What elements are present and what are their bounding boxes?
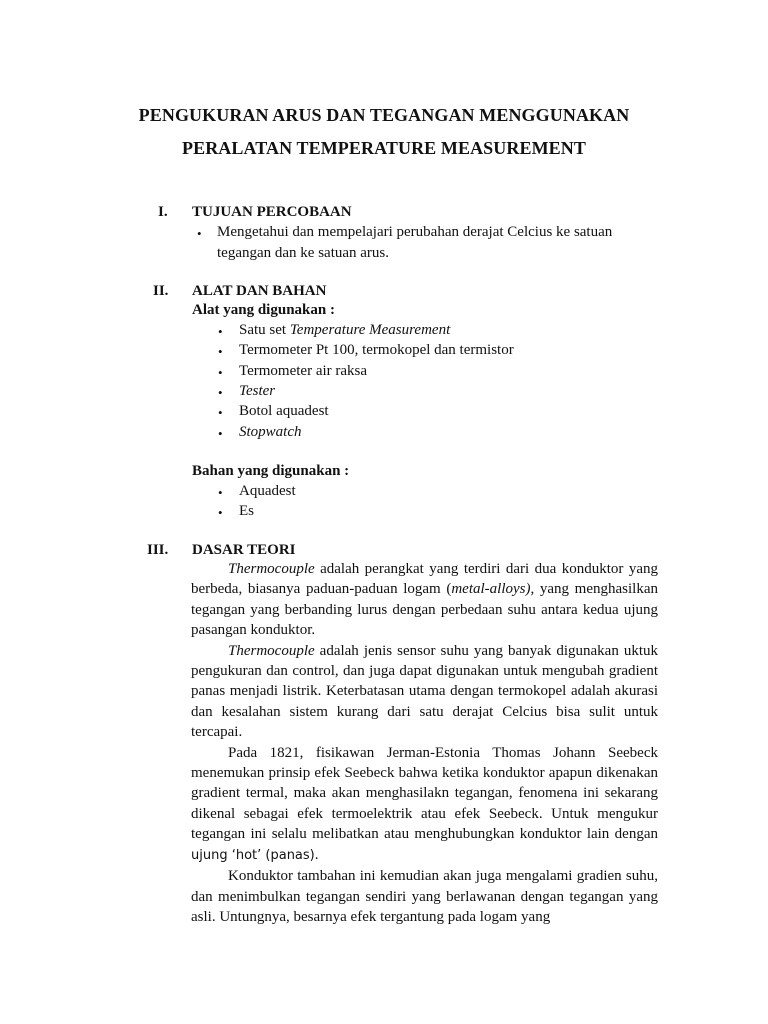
bullet-dot: • — [218, 505, 223, 520]
section-3-heading: DASAR TEORI — [192, 542, 296, 558]
tool-item: Botol aquadest — [239, 403, 329, 419]
section-1-heading: TUJUAN PERCOBAAN — [192, 204, 352, 220]
theory-paragraph-2: Thermocouple adalah jenis sensor suhu yang banyak digunakan uktuk pengukuran dan control, dan juga dapat digunakan untuk mengubah gradient panas menjadi listrik. Keterbatasan utama dengan termokopel adalah akurasi dan kesalahan sistem kurang dari satu derajat Celcius bisa sulit untuk tercapai. — [191, 642, 658, 741]
bullet-dot: • — [218, 365, 223, 380]
section-1-bullet-line-1: Mengetahui dan mempelajari perubahan derajat Celcius ke satuan — [217, 224, 613, 240]
tool-item: Termometer air raksa — [239, 363, 368, 379]
tool-item: Termometer Pt 100, termokopel dan termistor — [239, 342, 514, 358]
theory-paragraph-1: Thermocouple adalah perangkat yang terdiri dari dua konduktor yang berbeda, biasanya paduan-paduan logam (metal-alloys), yang menghasilkan tegangan yang berbanding lurus dengan perbedaan suhu antara kedua ujung pasangan konduktor. — [191, 561, 658, 639]
section-3-numeral: III. — [147, 542, 169, 558]
tool-item: Tester — [239, 383, 276, 399]
bullet-dot: • — [197, 226, 202, 241]
title-line-1: PENGUKURAN ARUS DAN TEGANGAN MENGGUNAKAN — [138, 105, 630, 125]
tools-heading: Alat yang digunakan : — [192, 302, 335, 318]
section-2-numeral: II. — [153, 283, 169, 299]
bullet-dot: • — [218, 485, 223, 500]
section-1-bullet-line-2: tegangan dan ke satuan arus. — [217, 245, 390, 261]
materials-heading: Bahan yang digunakan : — [192, 463, 350, 479]
tool-item: Stopwatch — [239, 424, 302, 440]
material-item: Es — [239, 503, 254, 519]
theory-body — [191, 559, 658, 927]
theory-paragraph-3: Pada 1821, fisikawan Jerman-Estonia Thomas Johann Seebeck menemukan prinsip efek Seebeck bahwa ketika konduktor apapun dikenakan gradient termal, maka akan menghasilakn tegangan, fenomena ini sekarang dikenal sebagai efek termoelektrik atau efek Seebeck. Untuk mengukur tegangan ini selalu melibatkan atau menghubungkan konduktor lain dengan ujung ‘hot’ (panas). — [191, 744, 658, 863]
title-line-2: PERALATAN TEMPERATURE MEASUREMENT — [182, 138, 586, 158]
theory-paragraph-4: Konduktor tambahan ini kemudian akan juga mengalami gradien suhu, dan menimbulkan tegangan sendiri yang berlawanan dengan tegangan yang asli. Untungnya, besarnya efek tergantung pada logam yang — [191, 868, 658, 925]
section-2-heading: ALAT DAN BAHAN — [192, 283, 327, 299]
bullet-dot: • — [218, 344, 223, 359]
bullet-dot: • — [218, 385, 223, 400]
tool-item: Satu set Temperature Measurement — [239, 322, 451, 338]
section-1-numeral: I. — [158, 204, 168, 220]
bullet-dot: • — [218, 324, 223, 339]
material-item: Aquadest — [239, 483, 296, 499]
bullet-dot: • — [218, 426, 223, 441]
bullet-dot: • — [218, 405, 223, 420]
